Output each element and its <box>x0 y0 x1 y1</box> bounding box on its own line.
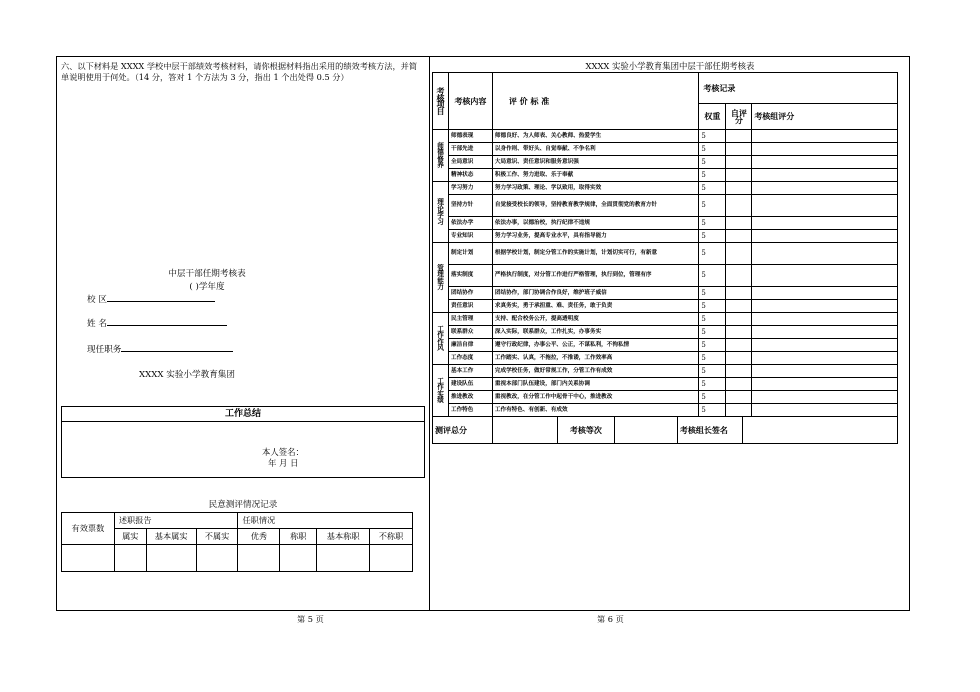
self-score-cell <box>726 391 752 404</box>
self-score-cell <box>726 339 752 352</box>
poll-cell <box>280 545 317 572</box>
category-cell: 管理能力 <box>433 243 449 313</box>
self-score-cell <box>726 169 752 182</box>
weight-cell: 5 <box>699 326 726 339</box>
assessment-row <box>433 378 898 391</box>
criteria-header: 评 价 标 准 <box>492 73 699 130</box>
group-score-cell <box>752 313 898 326</box>
tenure-header: 任职情况 <box>238 513 413 529</box>
content-cell: 专业知识 <box>448 230 492 243</box>
weight-cell: 5 <box>699 378 726 391</box>
self-score-cell <box>726 195 752 217</box>
group-score-cell <box>752 230 898 243</box>
self-score-cell <box>726 365 752 378</box>
weight-cell: 5 <box>699 230 726 243</box>
content-cell: 制定计划 <box>448 243 492 265</box>
poll-cell <box>370 545 413 572</box>
content-cell: 廉洁自律 <box>448 339 492 352</box>
group-score-cell <box>752 169 898 182</box>
criteria-cell: 重视本部门队伍建设，部门内关系协调 <box>492 378 699 391</box>
weight-cell: 5 <box>699 391 726 404</box>
self-score-cell <box>726 230 752 243</box>
assessment-row <box>433 365 898 378</box>
criteria-cell: 支持、配合校务公开，提高透明度 <box>492 313 699 326</box>
assessment-row <box>433 169 898 182</box>
criteria-cell: 完成学校任务，做好常规工作，分管工作有成效 <box>492 365 699 378</box>
weight-cell: 5 <box>699 352 726 365</box>
group-score-cell <box>752 265 898 287</box>
valid-votes-header: 有效票数 <box>62 513 115 545</box>
content-cell: 落实制度 <box>448 265 492 287</box>
assessment-row <box>433 339 898 352</box>
assessment-row <box>433 195 898 217</box>
name-field <box>87 317 227 329</box>
criteria-cell: 根据学校计划，制定分管工作的实施计划，计划切实可行，有新意 <box>492 243 699 265</box>
self-score-cell <box>726 243 752 265</box>
weight-cell: 5 <box>699 265 726 287</box>
category-cell: 工作实绩 <box>433 365 449 417</box>
tenure-col: 基本称职 <box>317 529 370 545</box>
poll-cell <box>238 545 280 572</box>
weight-cell: 5 <box>699 195 726 217</box>
poll-header-row <box>62 513 413 529</box>
self-score-header: 自评分 <box>726 104 752 130</box>
criteria-cell: 工作有特色、有创新、有成效 <box>492 404 699 417</box>
report-col: 基本属实 <box>146 529 196 545</box>
weight-cell: 5 <box>699 287 726 300</box>
work-summary-title: 工作总结 <box>62 407 424 422</box>
weight-cell: 5 <box>699 156 726 169</box>
content-cell: 全局意识 <box>448 156 492 169</box>
assessment-row <box>433 230 898 243</box>
assessment-title: XXXX 实验小学教育集团中层干部任期考核表 <box>585 61 755 71</box>
group-score-cell <box>752 130 898 143</box>
weight-cell: 5 <box>699 169 726 182</box>
self-score-cell <box>726 156 752 169</box>
criteria-cell: 依法办事，以德治校，执行纪律不违规 <box>492 217 699 230</box>
assessment-row <box>433 391 898 404</box>
right-page <box>430 57 910 610</box>
category-cell: 理论学习 <box>433 182 449 243</box>
criteria-cell: 积极工作、努力进取、乐于奉献 <box>492 169 699 182</box>
self-score-cell <box>726 130 752 143</box>
criteria-cell: 自觉接受校长的领导，坚持教育教学规律，全面贯彻党的教育方针 <box>492 195 699 217</box>
self-score-cell <box>726 326 752 339</box>
group-score-cell <box>752 391 898 404</box>
poll-title: 民意测评情况记录 <box>208 500 278 510</box>
cover-org: XXXX 实验小学教育集团 <box>139 370 235 380</box>
category-cell: 师德修养 <box>433 130 449 182</box>
content-cell: 工作特色 <box>448 404 492 417</box>
assessment-row <box>433 404 898 417</box>
content-cell: 建设队伍 <box>448 378 492 391</box>
exam-sheet <box>56 56 910 611</box>
level-label: 考核等次 <box>557 417 614 443</box>
group-score-cell <box>752 365 898 378</box>
date-label: 年 月 日 <box>268 458 299 468</box>
cover-title: 中层干部任期考核表 <box>168 269 246 279</box>
group-score-cell <box>752 182 898 195</box>
content-cell: 责任意识 <box>448 300 492 313</box>
content-cell: 工作态度 <box>448 352 492 365</box>
weight-cell: 5 <box>699 404 726 417</box>
criteria-cell: 师德良好、为人师表、关心教师、热爱学生 <box>492 130 699 143</box>
page-number-right: 第 6 页 <box>597 614 624 624</box>
record-header: 考核记录 <box>699 73 898 104</box>
position-line <box>121 343 233 352</box>
assessment-row <box>433 217 898 230</box>
self-score-cell <box>726 378 752 391</box>
position-field <box>87 343 233 355</box>
assessment-footer-row <box>433 417 898 444</box>
assessment-body <box>433 130 898 417</box>
assessment-row <box>433 182 898 195</box>
weight-cell: 5 <box>699 130 726 143</box>
assessment-row <box>433 243 898 265</box>
self-score-cell <box>726 217 752 230</box>
category-cell: 工作作风 <box>433 313 449 365</box>
assessment-row <box>433 156 898 169</box>
tenure-col: 不称职 <box>370 529 413 545</box>
left-page <box>57 57 429 610</box>
weight-cell: 5 <box>699 365 726 378</box>
poll-cell <box>196 545 238 572</box>
weight-cell: 5 <box>699 339 726 352</box>
assessment-header-row <box>433 73 898 104</box>
group-score-cell <box>752 300 898 313</box>
content-cell: 团结协作 <box>448 287 492 300</box>
sign-label: 本人签名： <box>262 447 304 457</box>
assessment-row <box>433 265 898 287</box>
footer-inner-table <box>493 417 897 443</box>
criteria-cell: 努力学习业务，提高专业水平，具有指导能力 <box>492 230 699 243</box>
assessment-row <box>433 287 898 300</box>
tenure-col: 优秀 <box>238 529 280 545</box>
criteria-cell: 以身作则、带好头、自觉奉献、不争名利 <box>492 143 699 156</box>
content-cell: 基本工作 <box>448 365 492 378</box>
assessment-row <box>433 300 898 313</box>
criteria-cell: 重视教改，在分管工作中起骨干中心，推进教改 <box>492 391 699 404</box>
name-line <box>107 317 227 326</box>
poll-cell <box>317 545 370 572</box>
position-label: 现任职务 <box>87 345 122 355</box>
self-score-cell <box>726 313 752 326</box>
group-score-header: 考核组评分 <box>752 104 898 130</box>
report-header: 述职报告 <box>114 513 238 529</box>
page-number-left: 第 5 页 <box>297 614 324 624</box>
self-score-cell <box>726 300 752 313</box>
work-summary-box <box>61 406 425 478</box>
school-field <box>87 293 215 305</box>
leader-sign-value <box>742 417 897 443</box>
poll-cell <box>146 545 196 572</box>
total-score-label: 测评总分 <box>433 417 493 444</box>
group-score-cell <box>752 243 898 265</box>
group-score-cell <box>752 287 898 300</box>
self-score-cell <box>726 287 752 300</box>
self-score-cell <box>726 143 752 156</box>
content-cell: 依法办学 <box>448 217 492 230</box>
criteria-cell: 大局意识、责任意识和服务意识强 <box>492 156 699 169</box>
assessment-row <box>433 352 898 365</box>
poll-blank-row <box>62 545 413 572</box>
poll-cell <box>114 545 146 572</box>
group-score-cell <box>752 378 898 391</box>
footer-inner <box>492 417 897 444</box>
weight-cell: 5 <box>699 217 726 230</box>
question-text: 六、以下材料是 XXXX 学校中层干部绩效考核材料，请你根据材料指出采用的绩效考核方法，并简单说明使用于何处。（14 分，答对 1 个方法为 3 分，指出 1 个出处得 0.5 分） <box>61 61 418 82</box>
criteria-cell: 严格执行制度，对分管工作进行严格管理，执行到位，管理有序 <box>492 265 699 287</box>
report-col: 属实 <box>114 529 146 545</box>
content-header: 考核内容 <box>448 73 492 130</box>
criteria-cell: 努力学习政策、理论、学以致用，取得实效 <box>492 182 699 195</box>
group-score-cell <box>752 195 898 217</box>
content-cell: 学习努力 <box>448 182 492 195</box>
weight-cell: 5 <box>699 143 726 156</box>
school-label: 校 区 <box>87 295 107 305</box>
group-score-cell <box>752 404 898 417</box>
signature-area <box>262 447 304 469</box>
weight-cell: 5 <box>699 300 726 313</box>
total-score-value <box>493 417 558 443</box>
group-score-cell <box>752 352 898 365</box>
assessment-row <box>433 326 898 339</box>
assessment-table <box>432 72 898 444</box>
content-cell: 坚持方针 <box>448 195 492 217</box>
poll-subheader-row <box>62 529 413 545</box>
group-score-cell <box>752 217 898 230</box>
criteria-cell: 深入实际，联系群众，工作扎实，办事务实 <box>492 326 699 339</box>
cover-year: ( )学年度 <box>189 282 225 292</box>
self-score-cell <box>726 352 752 365</box>
school-line <box>107 293 215 302</box>
leader-sign-label: 考核组长签名 <box>677 417 742 443</box>
tenure-col: 称职 <box>280 529 317 545</box>
content-cell: 精神状态 <box>448 169 492 182</box>
self-score-cell <box>726 182 752 195</box>
criteria-cell: 团结协作，部门协调合作良好，维护班子威信 <box>492 287 699 300</box>
content-cell: 联系群众 <box>448 326 492 339</box>
weight-cell: 5 <box>699 313 726 326</box>
name-label: 姓 名 <box>87 319 107 329</box>
item-header: 考核项目 <box>433 73 449 130</box>
assessment-row <box>433 313 898 326</box>
self-score-cell <box>726 404 752 417</box>
criteria-cell: 求真务实，勇于承担重、难、责任务，敢于负责 <box>492 300 699 313</box>
group-score-cell <box>752 156 898 169</box>
content-cell: 民主管理 <box>448 313 492 326</box>
group-score-cell <box>752 326 898 339</box>
assessment-row <box>433 130 898 143</box>
weight-header: 权重 <box>699 104 726 130</box>
poll-table <box>61 512 413 572</box>
group-score-cell <box>752 143 898 156</box>
content-cell: 推进教改 <box>448 391 492 404</box>
content-cell: 干部先进 <box>448 143 492 156</box>
criteria-cell: 遵守行政纪律，办事公平、公正，不谋私利，不徇私情 <box>492 339 699 352</box>
group-score-cell <box>752 339 898 352</box>
level-value <box>614 417 677 443</box>
assessment-row <box>433 143 898 156</box>
self-score-cell <box>726 265 752 287</box>
content-cell: 师德表现 <box>448 130 492 143</box>
criteria-cell: 工作踏实、认真，不拖拉，不推诿，工作效率高 <box>492 352 699 365</box>
poll-cell <box>62 545 115 572</box>
weight-cell: 5 <box>699 243 726 265</box>
report-col: 不属实 <box>196 529 238 545</box>
weight-cell: 5 <box>699 182 726 195</box>
